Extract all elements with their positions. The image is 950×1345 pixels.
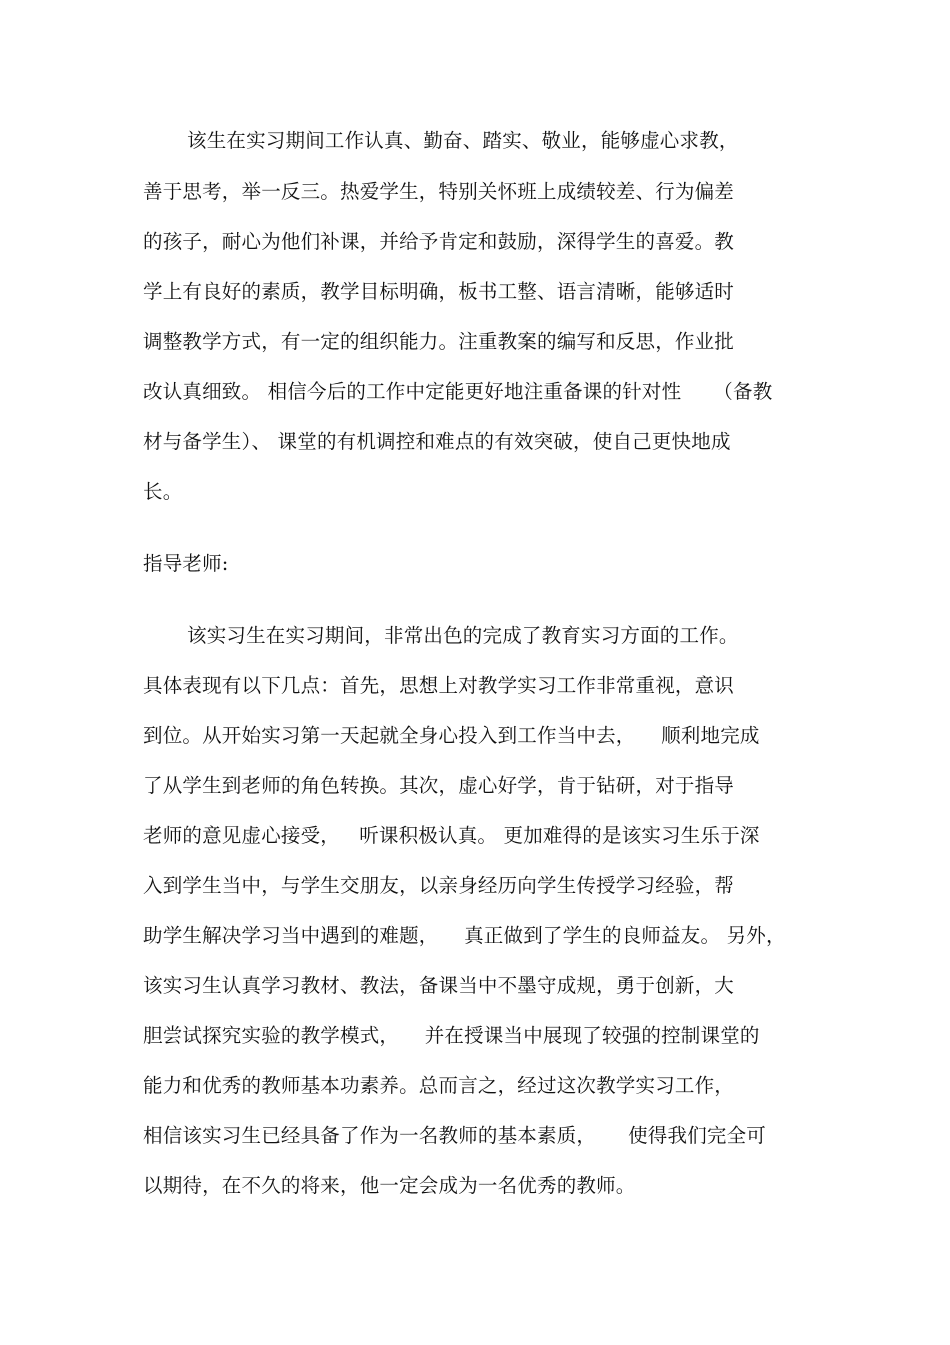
paragraph-2-line-1: 该实习生在实习期间，非常出色的完成了教育实习方面的工作。 [187,624,739,647]
paragraph-2-line-7: 助学生解决学习当中遇到的难题， 真正做到了学生的良师益友。 另外， [143,924,786,947]
paragraph-2-line-10: 能力和优秀的教师基本功素养。总而言之，经过这次教学实习工作， [143,1074,735,1097]
paragraph-1-line-2: 善于思考，举一反三。热爱学生，特别关怀班上成绩较差、行为偏差 [143,180,735,203]
paragraph-2-line-8: 该实习生认真学习教材、教法，备课当中不墨守成规，勇于创新，大 [143,974,735,997]
paragraph-2-line-3: 到位。从开始实习第一天起就全身心投入到工作当中去， 顺利地完成 [143,724,760,747]
paragraph-1-line-3: 的孩子，耐心为他们补课，并给予肯定和鼓励，深得学生的喜爱。教 [143,230,735,253]
supervisor-heading: 指导老师: [143,552,229,575]
paragraph-2-line-6: 入到学生当中，与学生交朋友，以亲身经历向学生传授学习经验，帮 [143,874,735,897]
paragraph-2-line-12: 以期待，在不久的将来，他一定会成为一名优秀的教师。 [143,1174,636,1197]
paragraph-2-line-5: 老师的意见虚心接受， 听课积极认真。 更加难得的是该实习生乐于深 [143,824,760,847]
paragraph-2-line-4: 了从学生到老师的角色转换。其次，虚心好学，肯于钻研，对于指导 [143,774,735,797]
paragraph-1-line-5: 调整教学方式，有一定的组织能力。注重教案的编写和反思，作业批 [143,330,735,353]
paragraph-1-line-7: 材与备学生）、 课堂的有机调控和难点的有效突破，使自己更快地成 [143,430,731,453]
paragraph-2-line-11: 相信该实习生已经具备了作为一名教师的基本素质， 使得我们完全可 [143,1124,766,1147]
paragraph-1-line-6: 改认真细致。 相信今后的工作中定能更好地注重备课的针对性 （备教 [143,380,773,403]
paragraph-1-line-1: 该生在实习期间工作认真、勤奋、踏实、敬业，能够虚心求教， [187,129,739,152]
paragraph-1-line-8: 长。 [143,480,183,503]
paragraph-2-line-9: 胆尝试探究实验的教学模式， 并在授课当中展现了较强的控制课堂的 [143,1024,760,1047]
paragraph-2-line-2: 具体表现有以下几点：首先，思想上对教学实习工作非常重视，意识 [143,674,735,697]
paragraph-1-line-4: 学上有良好的素质，教学目标明确，板书工整、语言清晰，能够适时 [143,280,735,303]
